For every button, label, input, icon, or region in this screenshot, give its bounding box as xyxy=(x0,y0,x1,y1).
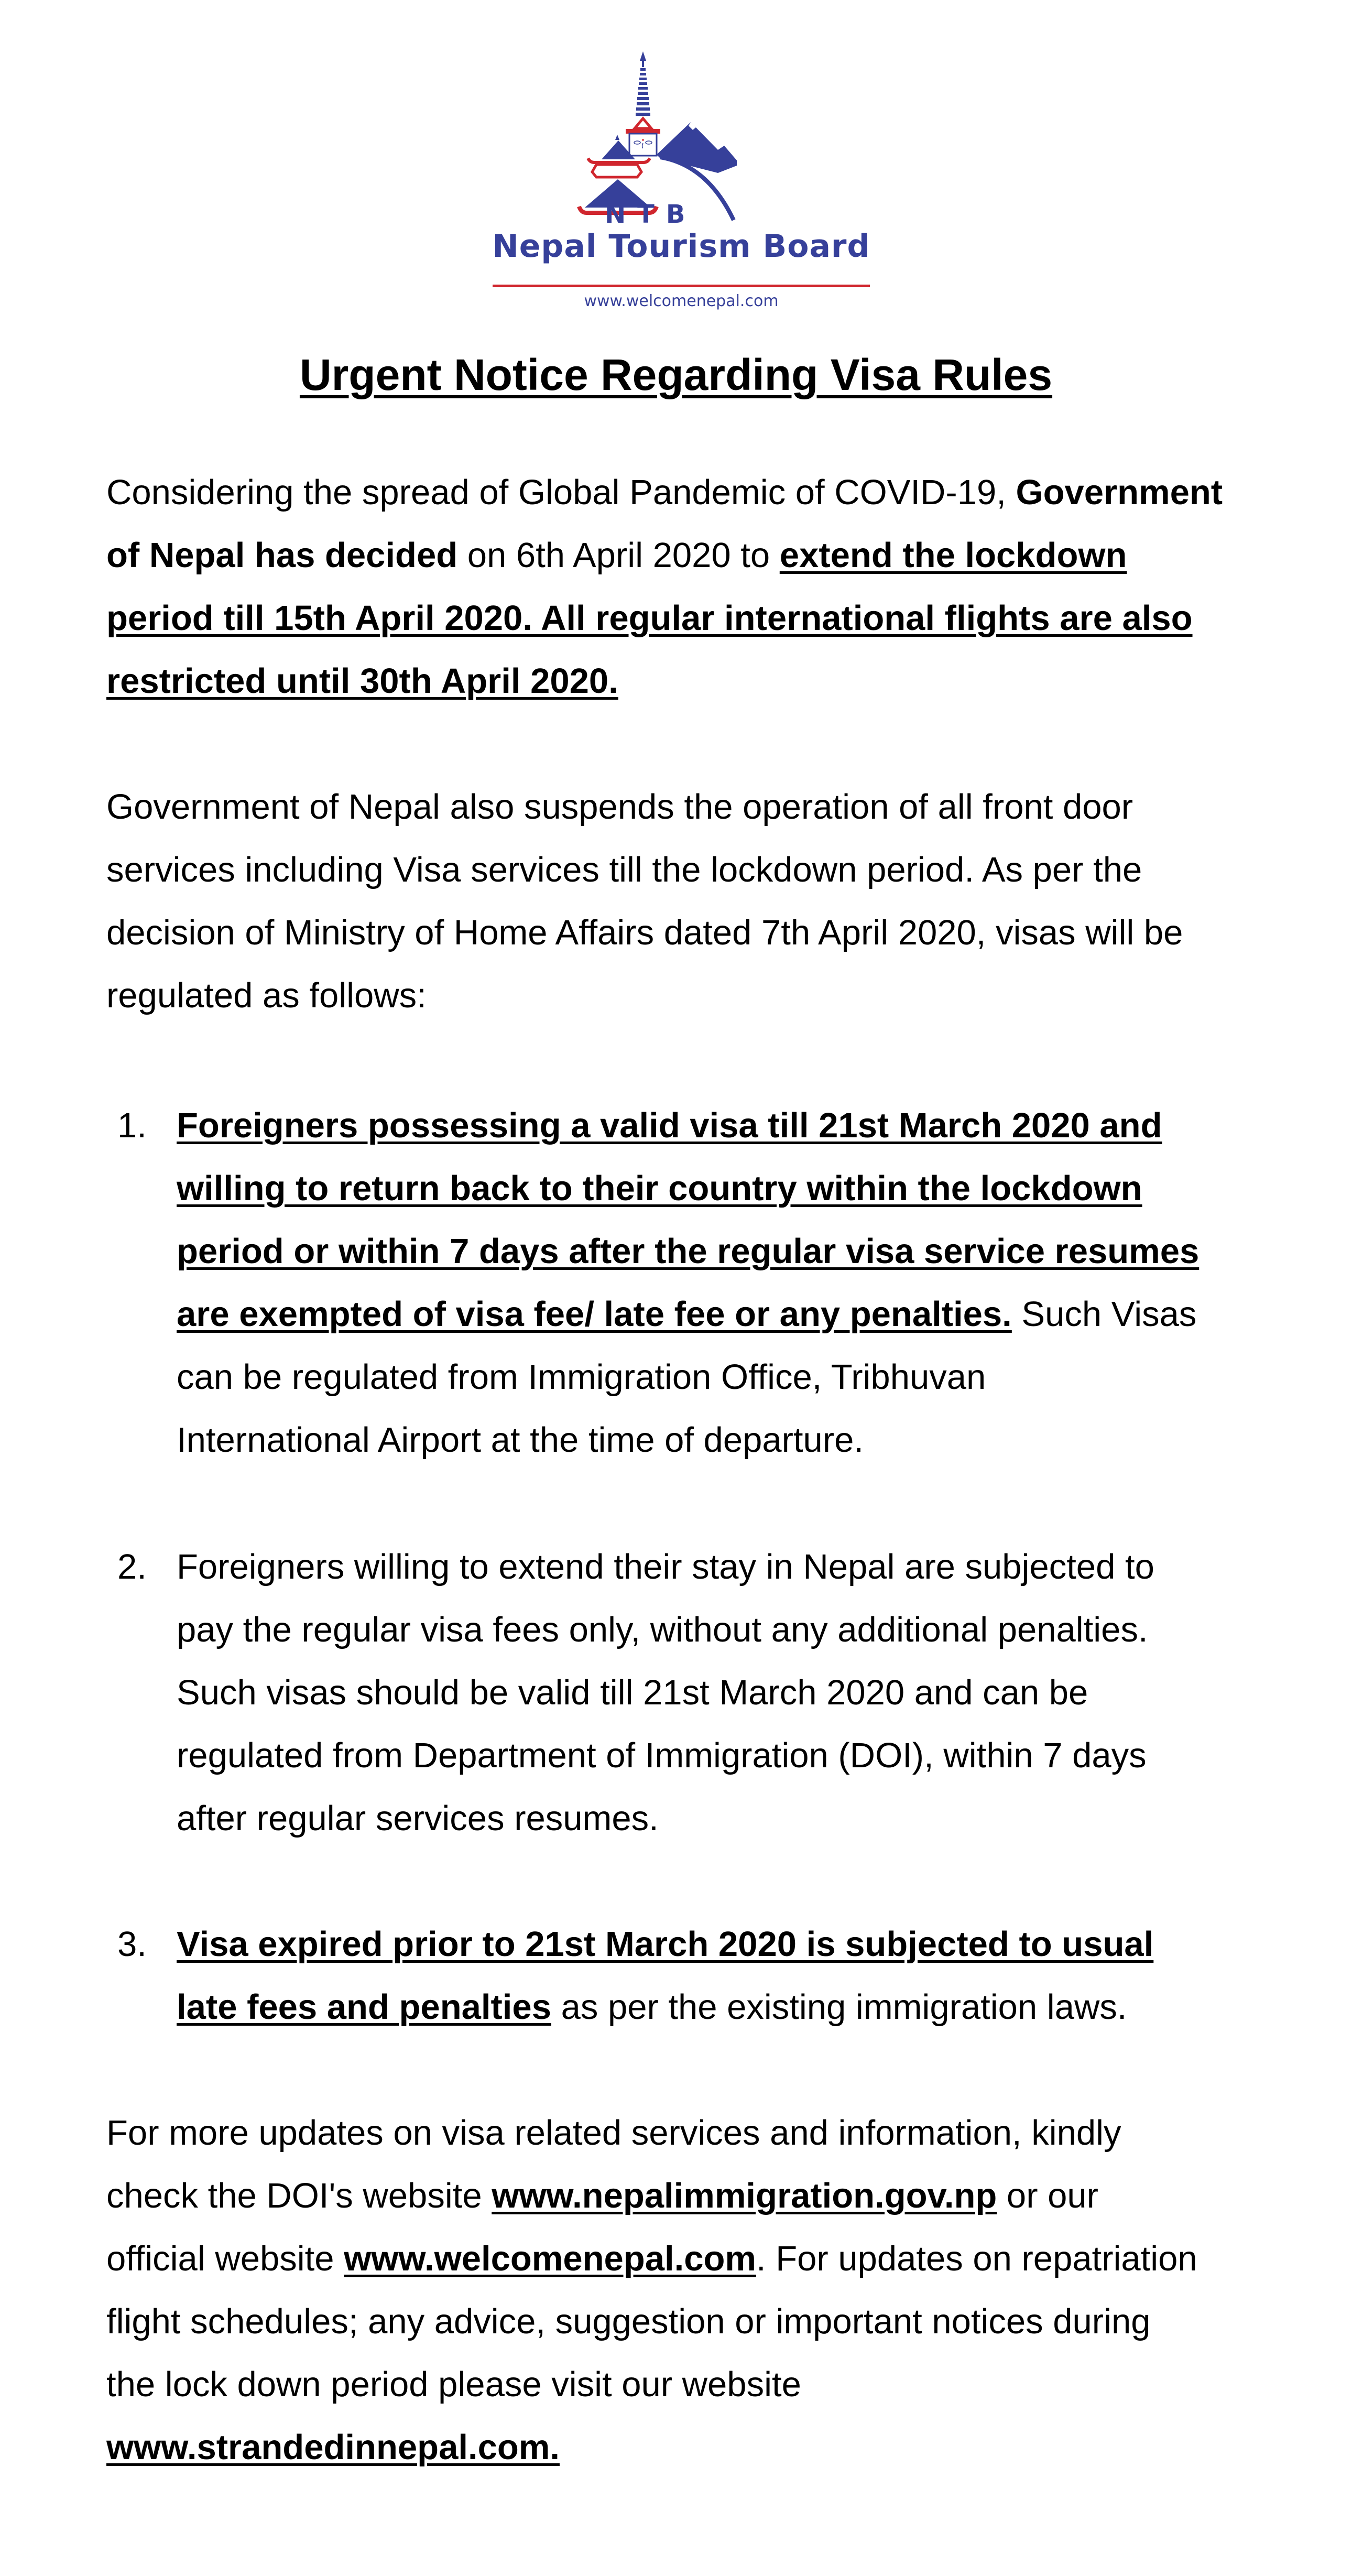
list-number: 3. xyxy=(117,1925,147,1964)
info-line-3: official website www.welcomenepal.com. For updates on repatriation xyxy=(106,2239,1197,2278)
list-line: pay the regular visa fees only, without any additional penalties. xyxy=(177,1610,1148,1649)
intro-line-3: period till 15th April 2020. All regular international flights are also xyxy=(106,599,1193,638)
intro-line-2: of Nepal has decided on 6th April 2020 to extend the lockdown xyxy=(106,536,1127,575)
list-line: Foreigners willing to extend their stay in Nepal are subjected to xyxy=(177,1547,1154,1586)
ntb-emblem-icon xyxy=(487,47,875,225)
suspension-line-2: services including Visa services till the lockdown period. As per the xyxy=(106,850,1142,889)
intro-line-1: Considering the spread of Global Pandemic of COVID-19, Government xyxy=(106,473,1223,512)
list-line: can be regulated from Immigration Office, Tribhuvan xyxy=(177,1357,986,1397)
list-line: after regular services resumes. xyxy=(177,1799,659,1838)
list-number: 1. xyxy=(117,1106,147,1145)
list-line: late fees and penalties as per the existing immigration laws. xyxy=(177,1987,1127,2027)
list-line: regulated from Department of Immigration (DOI), within 7 days xyxy=(177,1736,1147,1775)
logo-wordmark: Nepal Tourism Board xyxy=(492,228,870,265)
info-line-6 xyxy=(106,2416,560,2479)
suspension-line-1: Government of Nepal also suspends the operation of all front door xyxy=(106,787,1133,827)
info-line-4: flight schedules; any advice, suggestion or important notices during xyxy=(106,2302,1151,2341)
list-line: are exempted of visa fee/ late fee or any penalties. Such Visas xyxy=(177,1295,1197,1334)
suspension-line-4: regulated as follows: xyxy=(106,976,427,1015)
list-line: Visa expired prior to 21st March 2020 is subjected to usual xyxy=(177,1925,1154,1964)
suspension-line-3: decision of Ministry of Home Affairs dated 7th April 2020, visas will be xyxy=(106,913,1183,952)
link-stranded-in-nepal[interactable]: www.strandedinnepal.com. xyxy=(106,2428,560,2467)
info-line-5: the lock down period please visit our website xyxy=(106,2365,801,2404)
list-line: Foreigners possessing a valid visa till 21st March 2020 and xyxy=(177,1106,1162,1145)
info-line-2: check the DOI's website www.nepalimmigration.gov.np or our xyxy=(106,2176,1098,2215)
logo-tagline: www.welcomenepal.com xyxy=(584,292,779,310)
intro-line-4: restricted until 30th April 2020. xyxy=(106,661,618,701)
ntb-logo xyxy=(487,47,875,310)
page-title: Urgent Notice Regarding Visa Rules xyxy=(299,350,1053,399)
list-line: period or within 7 days after the regular visa service resumes xyxy=(177,1232,1200,1271)
info-line-1: For more updates on visa related services and information, kindly xyxy=(106,2113,1121,2153)
link-welcome-nepal[interactable]: www.welcomenepal.com xyxy=(344,2239,756,2278)
ntb-monogram: NTB xyxy=(605,200,697,225)
list-line: willing to return back to their country within the lockdown xyxy=(177,1169,1142,1208)
link-nepal-immigration[interactable]: www.nepalimmigration.gov.np xyxy=(492,2176,997,2215)
list-line: Such visas should be valid till 21st March 2020 and can be xyxy=(177,1673,1088,1712)
list-number: 2. xyxy=(117,1547,147,1586)
list-line: International Airport at the time of departure. xyxy=(177,1420,864,1460)
logo-divider xyxy=(493,285,870,287)
